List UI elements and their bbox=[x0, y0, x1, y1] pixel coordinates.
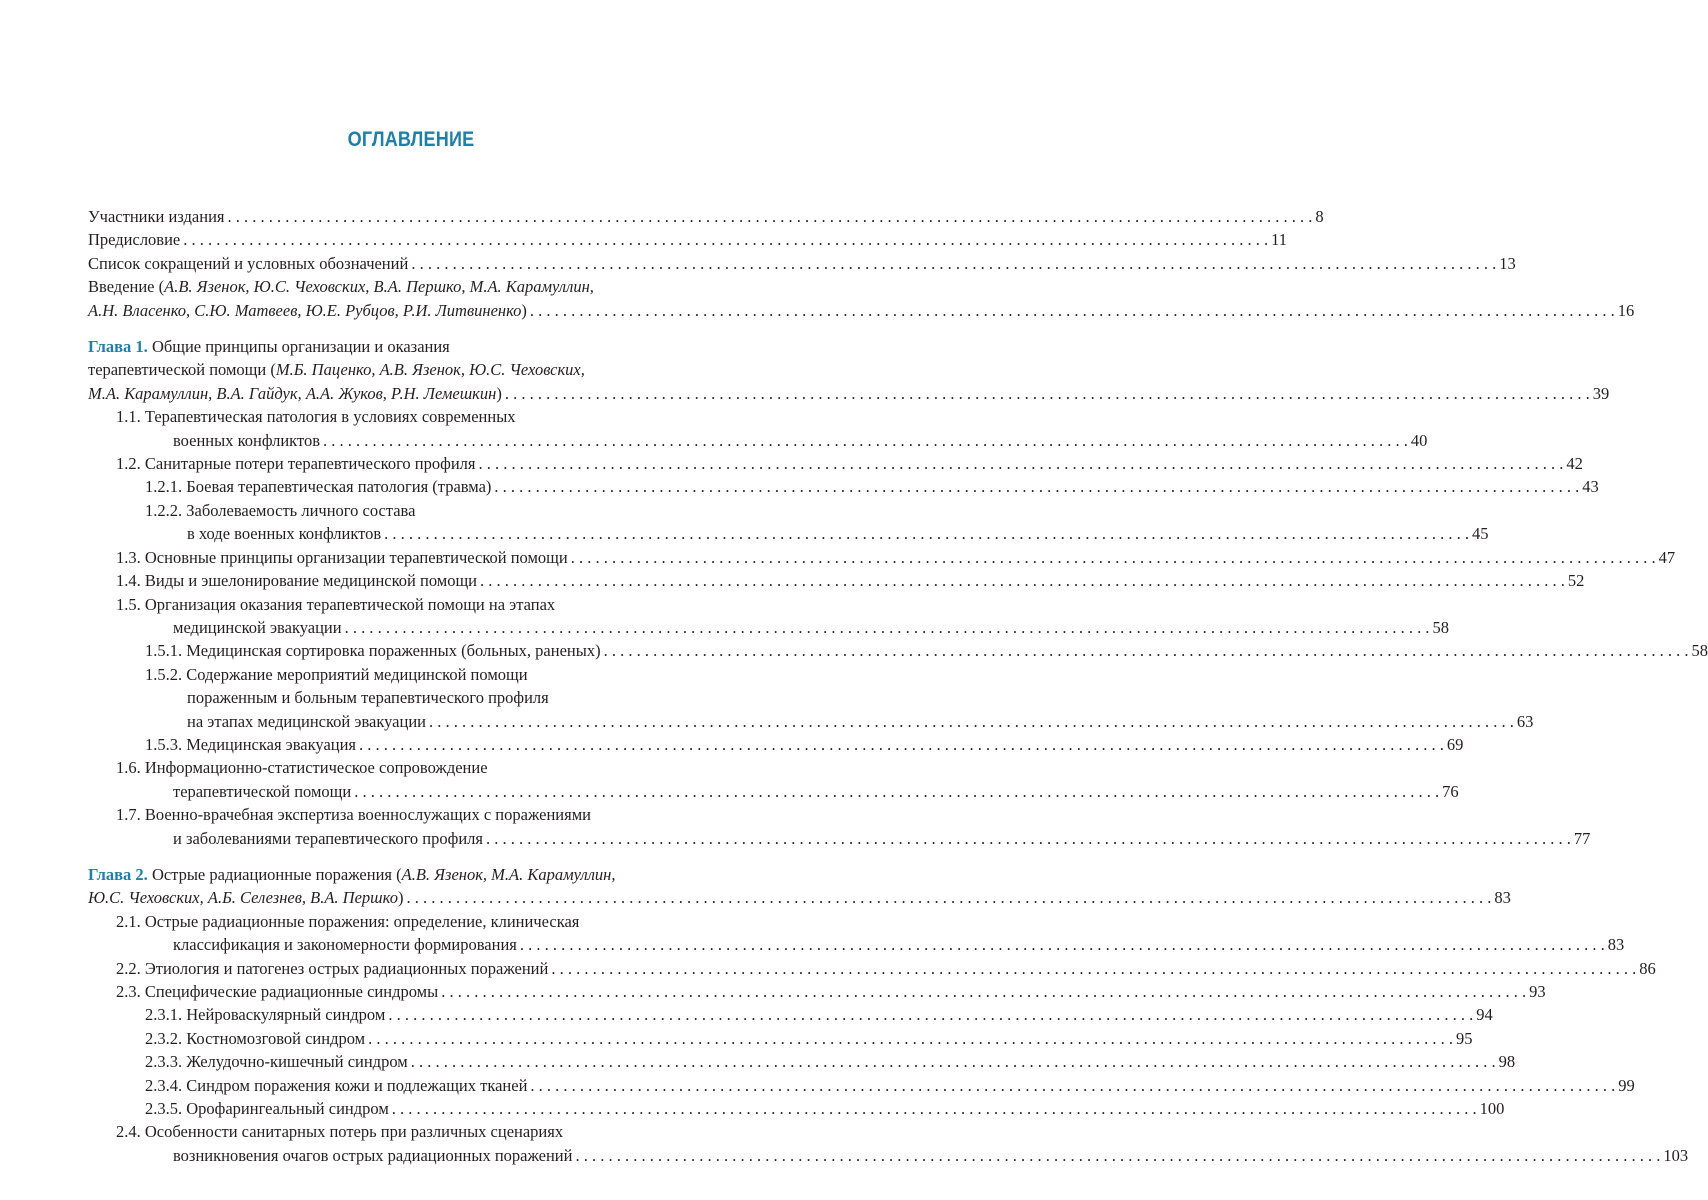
section-title: Основные принципы организации терапевтической помощи bbox=[144, 547, 568, 567]
section-number: 2.3.4. bbox=[145, 1075, 183, 1095]
leader-dots bbox=[530, 1074, 1615, 1097]
toc-section-1-5-3[interactable] bbox=[88, 733, 1464, 756]
section-number: 1.3. bbox=[116, 547, 141, 567]
leader-dots bbox=[411, 252, 1496, 275]
toc-section-2-3-3[interactable] bbox=[88, 1050, 1516, 1073]
section-title: Желудочно-кишечный синдром bbox=[186, 1052, 408, 1072]
leader-dots bbox=[429, 712, 1514, 731]
leader-dots bbox=[354, 782, 1439, 801]
section-title: Медицинская эвакуация bbox=[186, 734, 357, 754]
toc-section-1-5[interactable] bbox=[88, 593, 1449, 640]
leader-dots bbox=[359, 733, 1444, 756]
section-title: Заболеваемость личного состава bbox=[186, 500, 416, 520]
toc-entry-preface[interactable] bbox=[88, 228, 1288, 251]
chapter-title: Общие принципы организации и оказания bbox=[147, 337, 450, 357]
entry-authors: А.Н. Власенко, С.Ю. Матвеев, Ю.Е. Рубцов, Р.И. Литвиненко bbox=[88, 300, 522, 320]
section-title: в ходе военных конфликтов bbox=[187, 524, 382, 544]
leader-dots bbox=[604, 639, 1689, 662]
leader-dots bbox=[480, 569, 1565, 592]
section-title: на этапах медицинской эвакуации bbox=[187, 711, 426, 731]
chapter-authors: М.А. Карамуллин, В.А. Гайдук, А.А. Жуков, Р.Н. Лемешкин bbox=[88, 383, 497, 403]
section-title: Острые радиационные поражения: определение, клиническая bbox=[144, 911, 580, 931]
toc-section-2-3-2[interactable] bbox=[88, 1027, 1473, 1050]
section-number: 2.3.5. bbox=[145, 1099, 183, 1119]
section-title: Этиология и патогенез острых радиационных поражений bbox=[144, 958, 549, 978]
leader-dots bbox=[505, 382, 1590, 405]
section-number: 2.3.2. bbox=[145, 1028, 183, 1048]
toc-entry-participants[interactable] bbox=[88, 205, 1324, 228]
page-number: 40 bbox=[1410, 430, 1428, 450]
toc-chapter-2[interactable] bbox=[88, 863, 1511, 910]
toc-section-2-2[interactable] bbox=[88, 957, 1656, 980]
paren: ) bbox=[496, 383, 502, 403]
leader-dots bbox=[575, 1146, 1660, 1165]
entry-title: Список сокращений и условных обозначений bbox=[88, 253, 409, 273]
section-title: Содержание мероприятий медицинской помощи bbox=[186, 664, 528, 684]
paren: ) bbox=[521, 300, 527, 320]
leader-dots bbox=[494, 475, 1579, 498]
toc-section-1-2-2[interactable] bbox=[88, 499, 1489, 546]
page-number: 63 bbox=[1516, 711, 1534, 731]
leader-dots bbox=[551, 957, 1636, 980]
section-title: военных конфликтов bbox=[173, 430, 321, 450]
toc-section-1-5-1[interactable] bbox=[88, 639, 1708, 662]
section-title: Информационно-статистическое сопровождение bbox=[144, 758, 488, 778]
section-number: 2.3.1. bbox=[145, 1005, 183, 1025]
page-number: 58 bbox=[1691, 641, 1708, 661]
section-number: 1.5.3. bbox=[145, 734, 183, 754]
page-number: 16 bbox=[1617, 300, 1635, 320]
leader-dots bbox=[368, 1027, 1453, 1050]
page-number: 69 bbox=[1446, 734, 1464, 754]
leader-dots bbox=[478, 452, 1563, 475]
toc-section-2-4[interactable] bbox=[88, 1120, 1689, 1167]
leader-dots bbox=[486, 829, 1571, 848]
section-number: 1.2. bbox=[116, 454, 141, 474]
page-number: 11 bbox=[1271, 230, 1288, 250]
page-number: 52 bbox=[1567, 571, 1585, 591]
chapter-title: Острые радиационные поражения ( bbox=[147, 864, 402, 884]
section-number: 2.2. bbox=[116, 958, 141, 978]
section-number: 1.5.2. bbox=[145, 664, 183, 684]
section-number: 1.5. bbox=[116, 594, 141, 614]
chapter-authors: Ю.С. Чеховских, А.Б. Селезнев, В.А. Першко bbox=[88, 888, 398, 908]
page-number: 94 bbox=[1476, 1005, 1493, 1025]
section-title: Боевая терапевтическая патология (травма) bbox=[186, 477, 492, 497]
section-number: 1.7. bbox=[116, 805, 141, 825]
page-number: 86 bbox=[1639, 958, 1656, 978]
entry-title: Предисловие bbox=[88, 230, 181, 250]
section-title: Организация оказания терапевтической помощи на этапах bbox=[144, 594, 556, 614]
page-number: 76 bbox=[1442, 781, 1459, 801]
page-number: 93 bbox=[1529, 982, 1546, 1001]
toc-entry-introduction[interactable] bbox=[88, 275, 1635, 322]
toc-section-1-2[interactable] bbox=[88, 452, 1583, 475]
page-number: 83 bbox=[1494, 888, 1511, 908]
toc-section-2-3-4[interactable] bbox=[88, 1074, 1635, 1097]
page-number: 8 bbox=[1315, 207, 1324, 226]
page-number: 83 bbox=[1607, 935, 1625, 955]
section-number: 1.4. bbox=[116, 571, 141, 591]
section-number: 2.1. bbox=[116, 911, 141, 931]
section-title: возникновения очагов острых радиационных поражений bbox=[173, 1145, 573, 1165]
section-title: Санитарные потери терапевтического профиля bbox=[144, 454, 476, 474]
section-title: и заболеваниями терапевтического профиля bbox=[173, 828, 483, 848]
page-number: 98 bbox=[1498, 1052, 1516, 1072]
section-number: 2.3. bbox=[116, 982, 141, 1001]
section-number: 1.2.1. bbox=[145, 477, 183, 497]
page-number: 45 bbox=[1472, 524, 1489, 544]
toc-section-1-6[interactable] bbox=[88, 756, 1459, 803]
entry-title: Введение ( bbox=[88, 277, 165, 297]
leader-dots bbox=[441, 980, 1526, 1003]
toc-section-2-3-5[interactable] bbox=[88, 1097, 1505, 1120]
page-number: 43 bbox=[1582, 477, 1599, 497]
page-number: 39 bbox=[1592, 383, 1610, 403]
paren: ) bbox=[397, 888, 404, 908]
page-number: 13 bbox=[1499, 253, 1516, 273]
toc-section-1-1[interactable] bbox=[88, 405, 1428, 452]
toc-section-2-1[interactable] bbox=[88, 910, 1625, 957]
section-title: Особенности санитарных потерь при различных сценариях bbox=[144, 1122, 564, 1142]
section-title: Специфические радиационные синдромы bbox=[144, 982, 439, 1001]
page-number: 47 bbox=[1658, 547, 1676, 567]
leader-dots bbox=[571, 546, 1656, 569]
entry-authors: А.В. Язенок, Ю.С. Чеховских, В.А. Першко, М.А. Карамуллин, bbox=[164, 277, 594, 297]
toc-section-1-4[interactable] bbox=[88, 569, 1585, 592]
toc-section-1-5-2[interactable] bbox=[88, 663, 1534, 733]
page-number: 100 bbox=[1479, 1099, 1505, 1119]
page-number: 42 bbox=[1566, 454, 1583, 474]
page-number: 103 bbox=[1663, 1145, 1689, 1165]
leader-dots bbox=[323, 431, 1408, 450]
page-number: 99 bbox=[1618, 1075, 1635, 1095]
leader-dots bbox=[520, 935, 1605, 954]
section-title: терапевтической помощи bbox=[173, 781, 352, 801]
section-title: Терапевтическая патология в условиях современных bbox=[144, 407, 516, 427]
chapter-label: Глава 2. bbox=[88, 864, 148, 884]
section-number: 1.2.2. bbox=[145, 500, 183, 520]
toc-section-1-7[interactable] bbox=[88, 803, 1591, 850]
section-number: 1.6. bbox=[116, 758, 141, 778]
toc-chapter-1[interactable] bbox=[88, 335, 1610, 405]
section-title: пораженным и больным терапевтического профиля bbox=[187, 688, 549, 708]
entry-title: Участники издания bbox=[88, 207, 225, 226]
section-title: Медицинская сортировка пораженных (больных, раненых) bbox=[186, 641, 601, 661]
section-number: 2.4. bbox=[116, 1122, 141, 1142]
section-title: Военно-врачебная экспертиза военнослужащих с поражениями bbox=[144, 805, 591, 825]
chapter-title: терапевтической помощи ( bbox=[88, 360, 276, 380]
leader-dots bbox=[392, 1097, 1477, 1120]
page-number: 58 bbox=[1432, 617, 1449, 637]
page-title: ОГЛАВЛЕНИЕ bbox=[347, 128, 475, 151]
leader-dots bbox=[411, 1050, 1496, 1073]
chapter-authors: М.Б. Паценко, А.В. Язенок, Ю.С. Чеховских, bbox=[275, 360, 585, 380]
toc-section-1-3[interactable] bbox=[88, 546, 1676, 569]
toc-entry-abbreviations[interactable] bbox=[88, 252, 1516, 275]
toc-section-1-2-1[interactable] bbox=[88, 475, 1599, 498]
section-title: Костномозговой синдром bbox=[186, 1028, 366, 1048]
section-number: 2.3.3. bbox=[145, 1052, 183, 1072]
leader-dots bbox=[406, 886, 1491, 909]
leader-dots bbox=[345, 618, 1430, 637]
chapter-authors: А.В. Язенок, М.А. Карамуллин, bbox=[401, 864, 616, 884]
leader-dots bbox=[228, 205, 1313, 228]
leader-dots bbox=[388, 1003, 1473, 1026]
toc-section-2-3[interactable] bbox=[88, 980, 1546, 1003]
page-number: 95 bbox=[1455, 1028, 1473, 1048]
section-title: классификация и закономерности формирования bbox=[173, 935, 517, 955]
section-title: Виды и эшелонирование медицинской помощи bbox=[144, 571, 477, 591]
section-title: Нейроваскулярный синдром bbox=[186, 1005, 386, 1025]
section-title: Орофарингеальный синдром bbox=[186, 1099, 389, 1119]
section-number: 1.5.1. bbox=[145, 641, 183, 661]
toc-section-2-3-1[interactable] bbox=[88, 1003, 1493, 1026]
section-title: Синдром поражения кожи и подлежащих тканей bbox=[186, 1075, 528, 1095]
section-title: медицинской эвакуации bbox=[173, 617, 342, 637]
leader-dots bbox=[183, 228, 1268, 251]
table-of-contents bbox=[88, 205, 1708, 1167]
leader-dots bbox=[384, 524, 1469, 543]
leader-dots bbox=[530, 299, 1615, 322]
section-number: 1.1. bbox=[116, 407, 141, 427]
page-number: 77 bbox=[1573, 828, 1591, 848]
chapter-label: Глава 1. bbox=[88, 337, 148, 357]
